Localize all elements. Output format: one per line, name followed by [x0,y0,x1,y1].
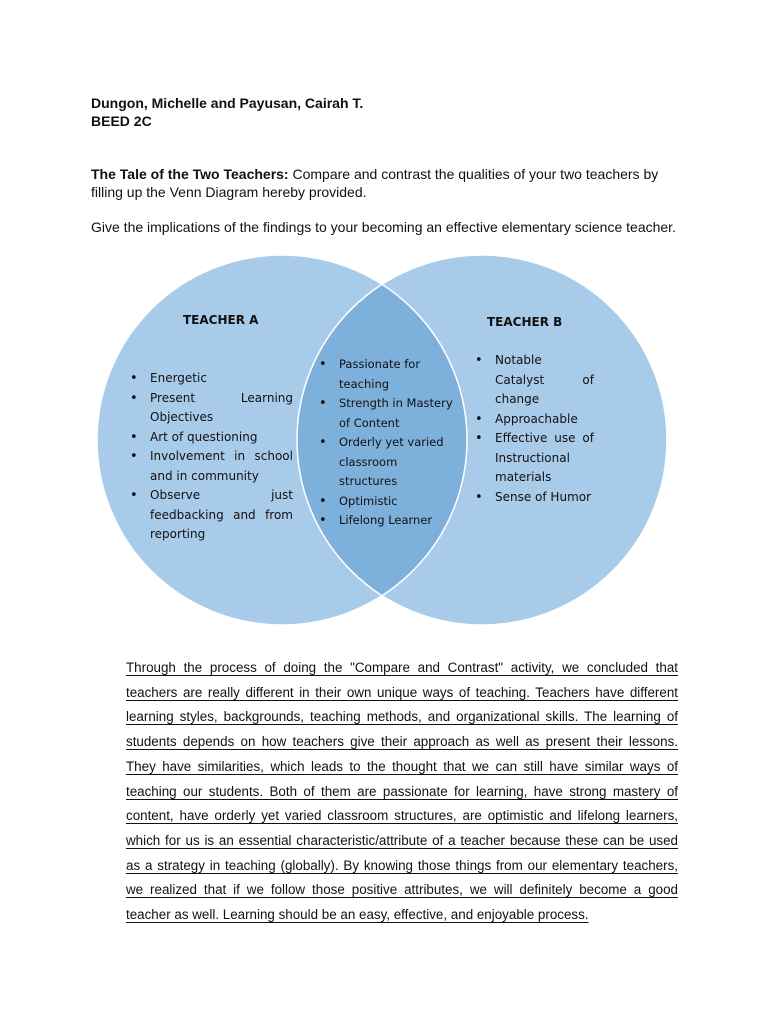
list-item: • Observe just feedbacking and from reporting [127,486,293,545]
teacher-a-label: TEACHER A [183,313,259,327]
list-item: • Orderly yet varied classroom structures [316,433,456,492]
list-item: • Present Learning Objectives [127,389,293,428]
list-item: • Effective use of Instructional materials [472,429,594,488]
list-item: • Optimistic [316,492,456,512]
list-item: • Energetic [127,369,293,389]
teacher-b-list [472,351,594,507]
shared-list [316,355,456,531]
task-text: Compare and contrast the qualities of your two teachers by filling up the Venn Diagram hereby provided. [91,166,659,200]
task-title: The Tale of the Two Teachers: [91,166,289,182]
teacher-a-list [127,369,293,545]
conclusion-paragraph: Through the process of doing the "Compare and Contrast" activity, we concluded that teachers are really different in their own unique ways of teaching. Teachers have different learning styles, backgrounds, teaching methods, and organizational skills. The learning of students depends on how teachers give their approach as well as present their lessons. They have similarities, which leads to the thought that we can still have similar ways of teaching our students. Both of them are passionate for learning, have strong mastery of content, have orderly yet varied classroom structures, are optimistic and lifelong learners, which for us is an essential characteristic/attribute of a teacher because these can be used as a strategy in teaching (globally). By knowing those things from our elementary teachers, we realized that if we follow those positive attributes, we will definitely become a good teacher as well. Learning should be an easy, effective, and enjoyable process. [126,660,678,923]
teacher-b-label: TEACHER B [487,315,563,329]
list-item: • Art of questioning [127,428,293,448]
list-item: • Notable Catalyst of change [472,351,594,410]
list-item: • Involvement in school and in community [127,447,293,486]
list-item: • Approachable [472,410,594,430]
implications-paragraph: Give the implications of the findings to your becoming an effective elementary science teacher. [91,219,676,235]
list-item: • Lifelong Learner [316,511,456,531]
author-names: Dungon, Michelle and Payusan, Cairah T. [91,95,364,111]
class-section: BEED 2C [91,113,152,129]
list-item: • Sense of Humor [472,488,594,508]
list-item: • Strength in Mastery of Content [316,394,456,433]
list-item: • Passionate for teaching [316,355,456,394]
